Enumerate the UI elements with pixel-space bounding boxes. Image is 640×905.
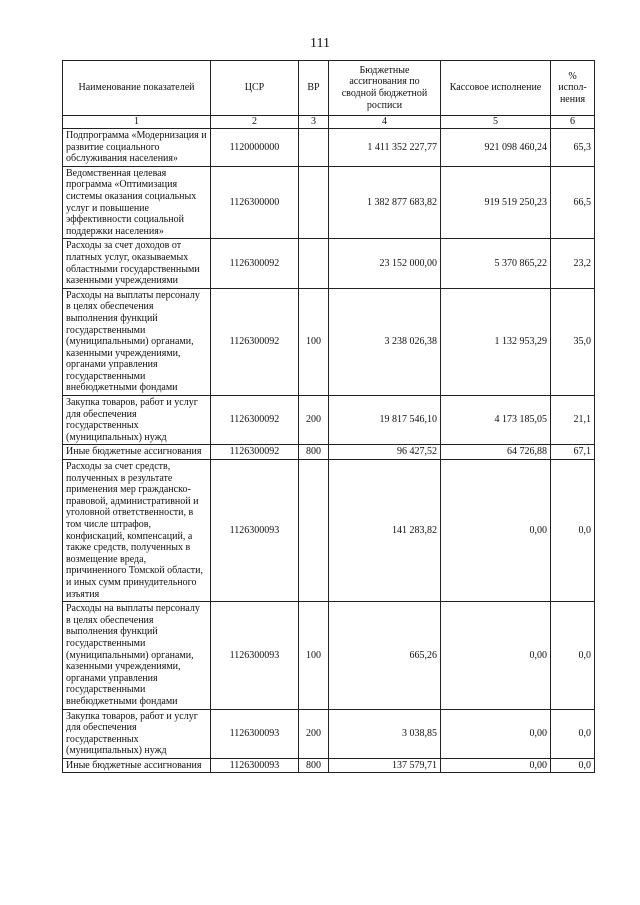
budget-execution-table xyxy=(62,60,595,773)
row-allocations: 137 579,71 xyxy=(329,758,441,773)
column-number: 5 xyxy=(441,116,551,129)
header-percent: % испол-нения xyxy=(551,61,595,116)
row-execution: 64 726,88 xyxy=(441,445,551,460)
row-percent: 67,1 xyxy=(551,445,595,460)
column-number-row xyxy=(63,116,595,129)
row-execution: 0,00 xyxy=(441,460,551,602)
header-csr: ЦСР xyxy=(211,61,299,116)
row-percent: 65,3 xyxy=(551,129,595,167)
table-row xyxy=(63,460,595,602)
row-allocations: 1 411 352 227,77 xyxy=(329,129,441,167)
row-csr: 1126300092 xyxy=(211,288,299,395)
table-row xyxy=(63,709,595,758)
row-percent: 66,5 xyxy=(551,166,595,239)
row-vr: 100 xyxy=(299,288,329,395)
row-allocations: 23 152 000,00 xyxy=(329,239,441,288)
row-allocations: 665,26 xyxy=(329,602,441,709)
row-csr: 1126300093 xyxy=(211,758,299,773)
row-csr: 1126300092 xyxy=(211,445,299,460)
table-row xyxy=(63,445,595,460)
row-name: Расходы за счет средств, полученных в результате применения мер гражданско-правовой, административной и уголовной ответственности, в том числе штрафов, конфискаций, компенсаций, а также средств, полученных в возмещение вреда, причиненного Томской области, и иных сумм принудительного изъятия xyxy=(63,460,211,602)
row-name: Закупка товаров, работ и услуг для обеспечения государственных (муниципальных) нужд xyxy=(63,709,211,758)
table-row xyxy=(63,166,595,239)
row-vr: 100 xyxy=(299,602,329,709)
row-vr xyxy=(299,239,329,288)
row-vr xyxy=(299,129,329,167)
row-allocations: 96 427,52 xyxy=(329,445,441,460)
row-percent: 0,0 xyxy=(551,602,595,709)
row-execution: 0,00 xyxy=(441,709,551,758)
row-vr xyxy=(299,166,329,239)
table-row xyxy=(63,758,595,773)
row-name: Закупка товаров, работ и услуг для обеспечения государственных (муниципальных) нужд xyxy=(63,396,211,445)
row-name: Подпрограмма «Модернизация и развитие социального обслуживания населения» xyxy=(63,129,211,167)
row-allocations: 141 283,82 xyxy=(329,460,441,602)
row-vr xyxy=(299,460,329,602)
row-percent: 23,2 xyxy=(551,239,595,288)
column-number: 1 xyxy=(63,116,211,129)
row-csr: 1126300093 xyxy=(211,460,299,602)
row-name: Расходы на выплаты персоналу в целях обеспечения выполнения функций государственными (муниципальными) органами, казенными учреждениями, органами управления государственными внебюджетными фондами xyxy=(63,288,211,395)
row-execution: 4 173 185,05 xyxy=(441,396,551,445)
row-name: Ведомственная целевая программа «Оптимизация системы оказания социальных услуг и повышение эффективности социальной поддержки населения» xyxy=(63,166,211,239)
row-name: Иные бюджетные ассигнования xyxy=(63,758,211,773)
row-percent: 0,0 xyxy=(551,460,595,602)
table-row xyxy=(63,129,595,167)
row-allocations: 3 238 026,38 xyxy=(329,288,441,395)
header-allocations: Бюджетные ассигнования по сводной бюджетной росписи xyxy=(329,61,441,116)
row-name: Расходы на выплаты персоналу в целях обеспечения выполнения функций государственными (муниципальными) органами, казенными учреждениями, органами управления государственными внебюджетными фондами xyxy=(63,602,211,709)
header-name: Наименование показателей xyxy=(63,61,211,116)
column-number: 4 xyxy=(329,116,441,129)
row-allocations: 1 382 877 683,82 xyxy=(329,166,441,239)
row-vr: 200 xyxy=(299,709,329,758)
table-row xyxy=(63,602,595,709)
row-percent: 0,0 xyxy=(551,709,595,758)
row-vr: 800 xyxy=(299,445,329,460)
row-percent: 35,0 xyxy=(551,288,595,395)
row-name: Расходы за счет доходов от платных услуг, оказываемых областными государственными казенными учреждениями xyxy=(63,239,211,288)
row-execution: 921 098 460,24 xyxy=(441,129,551,167)
header-vr: ВР xyxy=(299,61,329,116)
column-number: 3 xyxy=(299,116,329,129)
column-number: 6 xyxy=(551,116,595,129)
table-row xyxy=(63,288,595,395)
table-row xyxy=(63,396,595,445)
table-row xyxy=(63,239,595,288)
row-allocations: 19 817 546,10 xyxy=(329,396,441,445)
row-vr: 200 xyxy=(299,396,329,445)
row-execution: 919 519 250,23 xyxy=(441,166,551,239)
row-execution: 1 132 953,29 xyxy=(441,288,551,395)
header-execution: Кассовое исполнение xyxy=(441,61,551,116)
row-csr: 1126300092 xyxy=(211,396,299,445)
row-csr: 1126300092 xyxy=(211,239,299,288)
row-percent: 21,1 xyxy=(551,396,595,445)
page-number: 111 xyxy=(310,36,330,51)
row-execution: 0,00 xyxy=(441,602,551,709)
row-allocations: 3 038,85 xyxy=(329,709,441,758)
table-header-row xyxy=(63,61,595,116)
row-execution: 0,00 xyxy=(441,758,551,773)
row-execution: 5 370 865,22 xyxy=(441,239,551,288)
column-number: 2 xyxy=(211,116,299,129)
row-csr: 1126300093 xyxy=(211,709,299,758)
row-name: Иные бюджетные ассигнования xyxy=(63,445,211,460)
row-csr: 1120000000 xyxy=(211,129,299,167)
row-csr: 1126300093 xyxy=(211,602,299,709)
row-csr: 1126300000 xyxy=(211,166,299,239)
row-vr: 800 xyxy=(299,758,329,773)
row-percent: 0,0 xyxy=(551,758,595,773)
